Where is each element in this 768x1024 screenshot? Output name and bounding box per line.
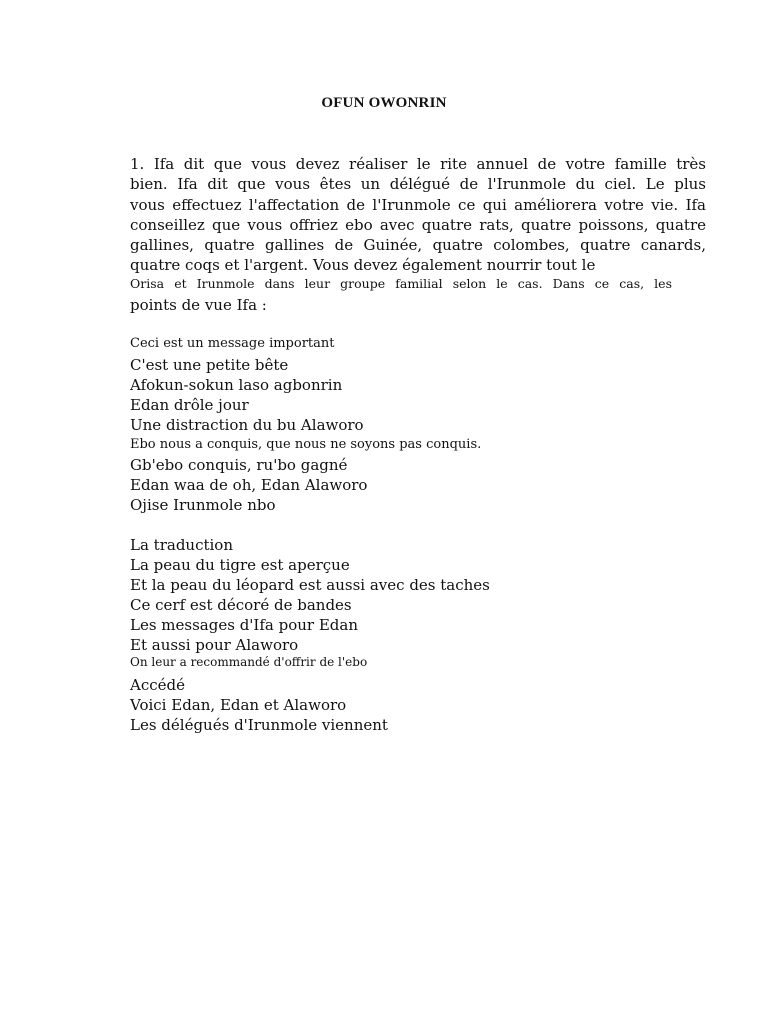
translation-line: Et la peau du léopard est aussi avec des taches — [130, 576, 490, 594]
intro-paragraph — [130, 154, 706, 276]
paragraph-small-line: Orisa et Irunmole dans leur groupe familial selon le cas. Dans ce cas, les — [130, 276, 672, 291]
translation-line: Accédé — [130, 676, 185, 694]
verse-line: Edan waa de oh, Edan Alaworo — [130, 476, 368, 494]
paragraph-line: gallines, quatre gallines de Guinée, quatre colombes, quatre canards, — [130, 236, 706, 255]
verse-line: Afokun-sokun laso agbonrin — [130, 376, 343, 394]
verse-line: Gb'ebo conquis, ru'bo gagné — [130, 456, 348, 474]
points-line: points de vue Ifa : — [130, 296, 267, 314]
translation-line: Et aussi pour Alaworo — [130, 636, 299, 654]
translation-heading: La traduction — [130, 536, 233, 554]
important-note: Ceci est un message important — [130, 336, 335, 351]
paragraph-line: 1. Ifa dit que vous devez réaliser le rite annuel de votre famille très — [130, 155, 706, 173]
verse-line: Edan drôle jour — [130, 396, 249, 414]
translation-line: Voici Edan, Edan et Alaworo — [130, 696, 347, 714]
translation-line: Les messages d'Ifa pour Edan — [130, 616, 358, 634]
translation-line: La peau du tigre est aperçue — [130, 556, 350, 574]
verse-line: C'est une petite bête — [130, 356, 289, 374]
verse-line: Ojise Irunmole nbo — [130, 496, 276, 514]
document-title: OFUN OWONRIN — [321, 95, 447, 111]
verse-small-line: Ebo nous a conquis, que nous ne soyons pas conquis. — [130, 437, 482, 452]
translation-small-line: On leur a recommandé d'offrir de l'ebo — [130, 655, 368, 669]
paragraph-line: conseillez que vous offriez ebo avec quatre rats, quatre poissons, quatre — [130, 215, 706, 234]
verse-line: Une distraction du bu Alaworo — [130, 416, 364, 434]
paragraph-line: quatre coqs et l'argent. Vous devez également nourrir tout le — [130, 256, 596, 275]
paragraph-line: vous effectuez l'affectation de l'Irunmole ce qui améliorera votre vie. Ifa — [130, 195, 706, 214]
translation-line: Les délégués d'Irunmole viennent — [130, 716, 388, 734]
translation-line: Ce cerf est décoré de bandes — [130, 596, 352, 614]
paragraph-line: bien. Ifa dit que vous êtes un délégué de l'Irunmole du ciel. Le plus — [130, 175, 706, 194]
